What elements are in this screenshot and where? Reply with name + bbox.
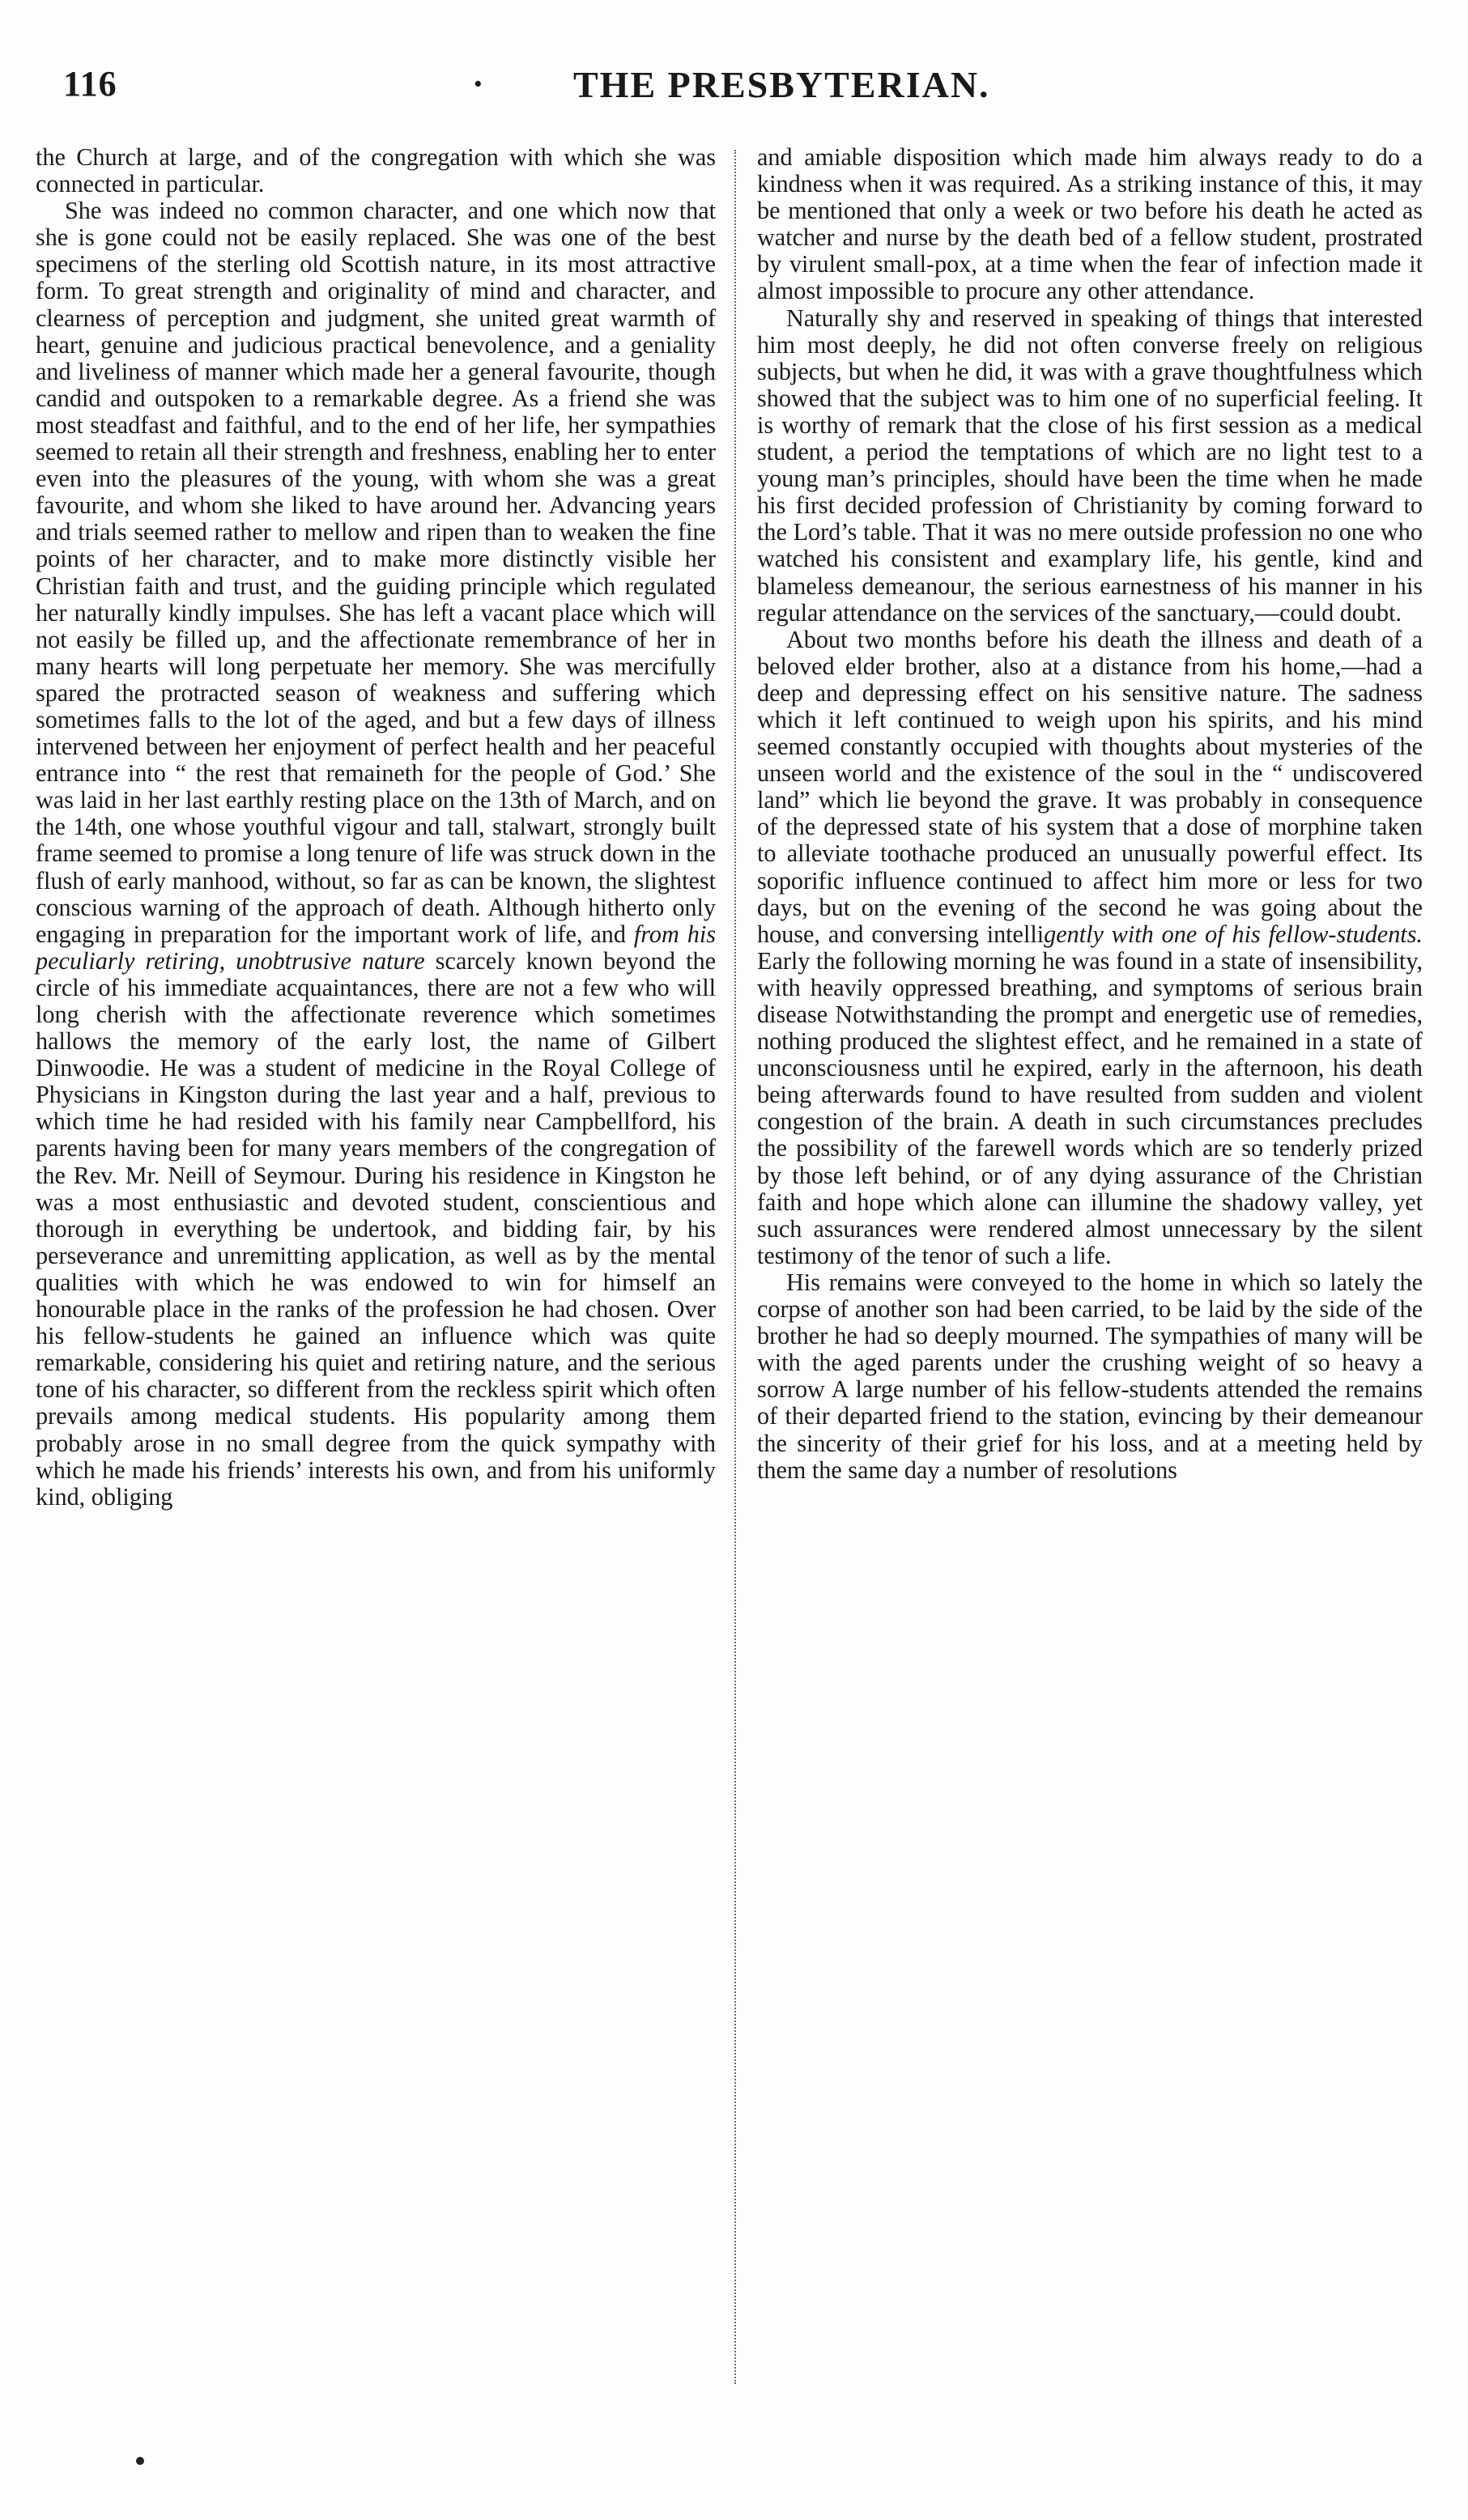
- column-divider: [734, 150, 736, 2384]
- right-paragraph-3-italic: gently with one of his fellow-students.: [1044, 920, 1423, 948]
- right-paragraph-2: Naturally shy and reserved in speaking of things that interested him most deeply, he did not often converse freely on religious subjects, but when he did, it was with a grave thoughtfulness which showed that the subject was to him one of no superficial feeling. It is worthy of remark that the close of his first session as a medical student, a period the temptations of which are no light test to a young man’s principles, should have been the time when he made his first decided profession of Christianity by coming forward to the Lord’s table. That it was no mere outside profession no one who watched his consistent and examplary life, his gentle, kind and blameless demeanour, the serious earnestness of his manner in his regular attendance on the services of the sanctuary,—could doubt.: [757, 304, 1423, 627]
- left-paragraph-1: the Church at large, and of the congregation with which she was connected in particular.: [36, 143, 716, 198]
- page-number: 116: [63, 64, 117, 104]
- right-column: [757, 144, 1423, 1484]
- left-column: [36, 144, 716, 1511]
- left-paragraph-2-italic: from his peculiarly retiring, unobtrusive nature: [36, 920, 716, 975]
- right-paragraph-4: His remains were conveyed to the home in which so lately the corpse of another son had been carried, to be laid by the side of the brother he had so deeply mourned. The sympathies of many will be with the aged parents under the crushing weight of so heavy a sorrow A large number of his fellow-students attended the remains of their departed friend to the station, evincing by their demeanour the sincerity of their grief for his loss, and at a meeting held by them the same day a number of resolutions: [757, 1268, 1423, 1484]
- left-paragraph-2-rest: scarcely known beyond the circle of his immediate acquaintances, there are not a few who will long cherish with the affectionate reverence which sometimes hallows the memory of the early lost, the name of Gilbert Dinwoodie. He was a student of medicine in the Royal College of Physicians in Kingston during the last year and a half, previous to which time he had resided with his family near Campbellford, his parents having been for many years members of the congregation of the Rev. Mr. Neill of Seymour. During his residence in Kingston he was a most enthusiastic and devoted student, conscientious and thorough in everything be undertook, and bidding fair, by his perseverance and unremitting application, as well as by the mental qualities with which he was endowed to win for himself an honourable place in the ranks of the profession he had chosen. Over his fellow-students he gained an influence which was quite remarkable, considering his quiet and retiring nature, and the serious tone of his character, so different from the reckless spirit which often prevails among medical students. His popularity among them probably arose in no small degree from the quick sympathy with which he made his friends’ interests his own, and from his uniformly kind, obliging: [36, 946, 716, 1511]
- ink-speck: [136, 2457, 144, 2465]
- header-bullet: ·: [472, 64, 484, 104]
- page-header: [63, 63, 1432, 120]
- right-paragraph-3: [757, 627, 1423, 1269]
- journal-title: THE PRESBYTERIAN.: [573, 64, 990, 105]
- right-paragraph-1: and amiable disposition which made him always ready to do a kindness when it was required. As a striking instance of this, it may be mentioned that only a week or two before his death he acted as watcher and nurse by the death bed of a fellow student, prostrated by virulent small-pox, at a time when the fear of infection made it almost impossible to procure any other attendance.: [757, 143, 1423, 305]
- right-paragraph-3-text: About two months before his death the illness and death of a beloved elder brother, also at a distance from his home,—had a deep and depressing effect on his sensitive nature. The sadness which it left continued to weigh upon his spirits, and his mind seemed constantly occupied with thoughts about mysteries of the unseen world and the existence of the soul in the “ undiscovered land” which lie beyond the grave. It was probably in consequence of the depressed state of his system that a dose of morphine taken to alleviate toothache produced an unusually powerful effect. Its soporific influence continued to affect him more or less for two days, but on the evening of the second he was going about the house, and conversing intelli: [757, 625, 1423, 948]
- right-paragraph-3-rest: Early the following morning he was found in a state of insensibility, with heavily oppressed breathing, and symptoms of serious brain disease Notwithstanding the prompt and energetic use of remedies, nothing produced the slightest effect, and he remained in a state of unconsciousness until he expired, early in the afternoon, his death being afterwards found to have resulted from sudden and violent congestion of the brain. A death in such circumstances precludes the possibility of the farewell words which are so tenderly prized by those left behind, or of any dying assurance of the Christian faith and hope which alone can illumine the shadowy valley, yet such assurances were rendered almost unnecessary by the silent testimony of the tenor of such a life.: [757, 946, 1423, 1269]
- left-paragraph-2-text: She was indeed no common character, and one which now that she is gone could not be easily replaced. She was one of the best specimens of the sterling old Scottish nature, in its most attractive form. To great strength and originality of mind and character, and clearness of perception and judgment, she united great warmth of heart, genuine and judicious practical benevolence, and a geniality and liveliness of manner which made her a general favourite, though candid and outspoken to a remarkable degree. As a friend she was most steadfast and faithful, and to the end of her life, her sympathies seemed to retain all their strength and freshness, enabling her to enter even into the pleasures of the young, with whom she was a great favourite, and whom she liked to have around her. Advancing years and trials seemed rather to mellow and ripen than to weaken the fine points of her character, and to make more distinctly visible her Christian faith and trust, and the guiding principle which regulated her naturally kindly impulses. She has left a vacant place which will not easily be filled up, and the affectionate remembrance of her in many hearts will long perpetuate her memory. She was mercifully spared the protracted season of weakness and suffering which sometimes falls to the lot of the aged, and but a few days of illness intervened between her enjoyment of perfect health and her peaceful entrance into “ the rest that remaineth for the people of God.’ She was laid in her last earthly resting place on the 13th of March, and on the 14th, one whose youthful vigour and tall, stalwart, strongly built frame seemed to promise a long tenure of life was struck down in the flush of early manhood, without, so far as can be known, the slightest conscious warning of the approach of death. Although hitherto only engaging in preparation for the important work of life, and: [36, 197, 716, 948]
- left-paragraph-2: [36, 198, 716, 1511]
